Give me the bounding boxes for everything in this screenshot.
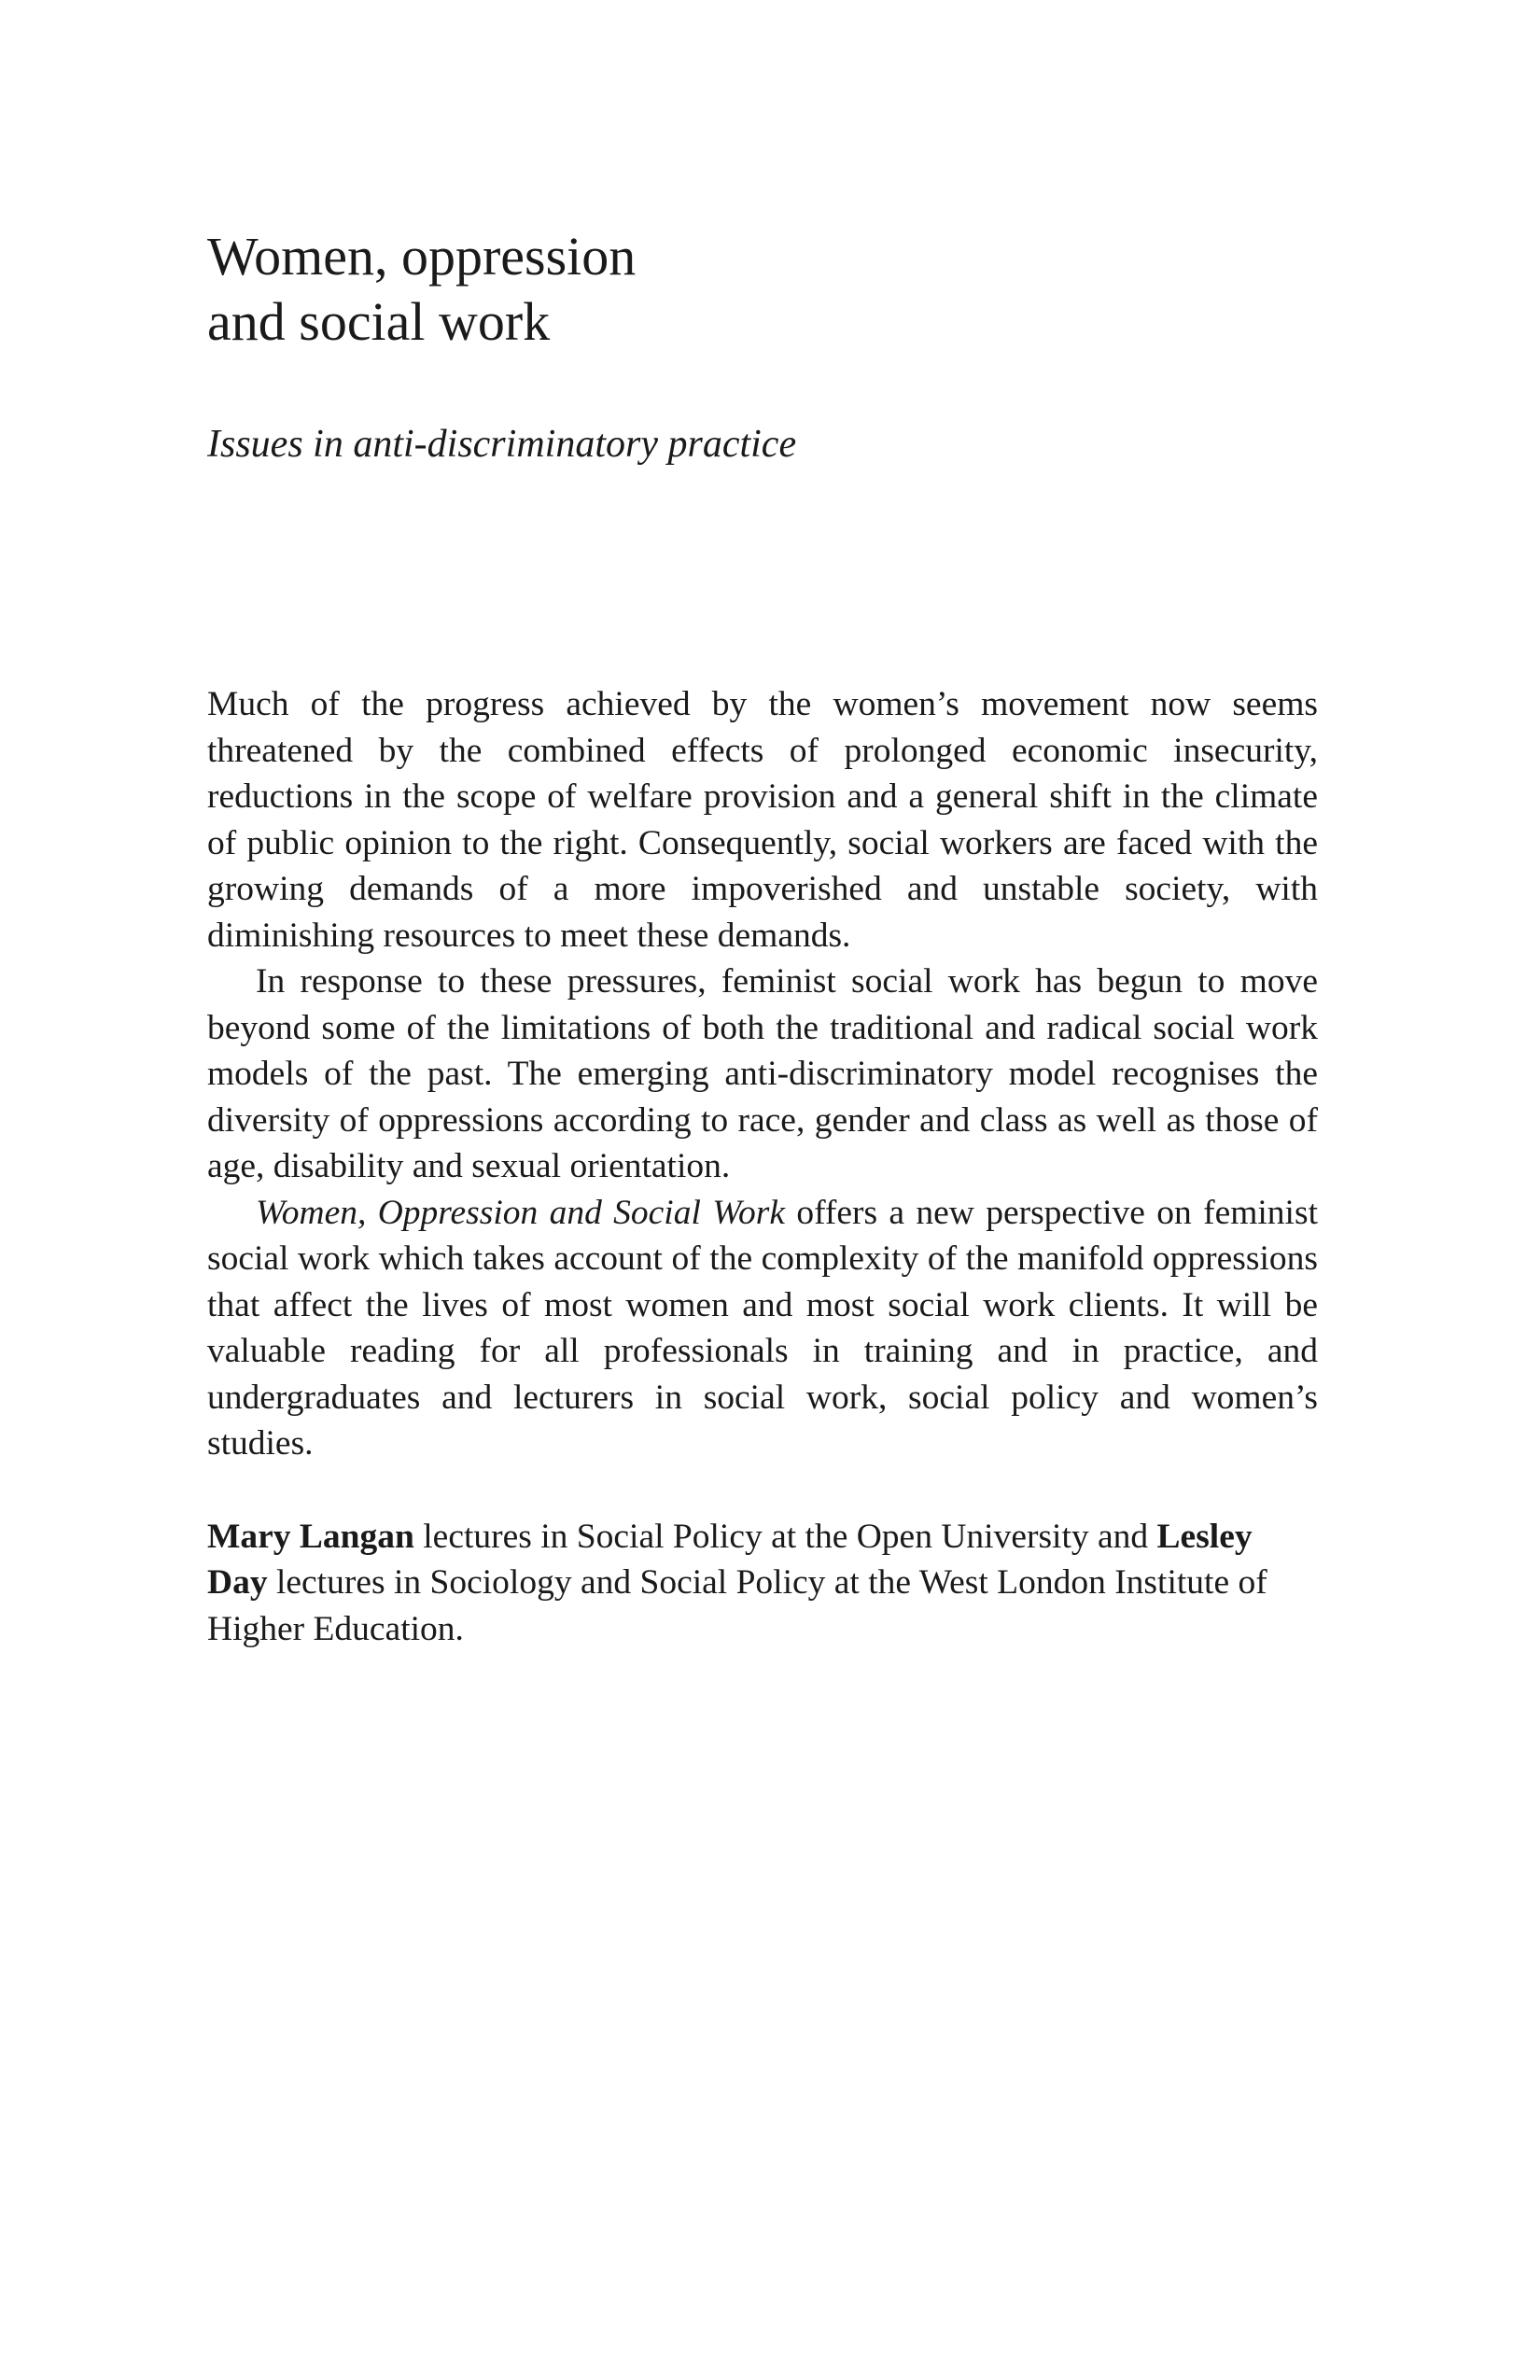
author-1-description: lectures in Social Policy at the Open University and (413, 1517, 1157, 1556)
book-title-line-2: and social work (207, 291, 551, 352)
book-subtitle: Issues in anti-discriminatory practice (207, 423, 797, 466)
blurb-paragraph-3-text: offers a new perspective on feminist social work which takes account of the complexity of the manifold oppressions that affect the lives of most women and most social work clients. It will be valuable reading for all professionals in training and in practice, and undergraduates and lecturers in social work, social policy and women’s studies. (207, 1193, 1318, 1463)
blurb-paragraph-3 (207, 1190, 1318, 1467)
blurb-paragraph-2: In response to these pressures, feminist social work has begun to move beyond some of the limitations of both the traditional and radical social work models of the past. The emerging anti-discriminatory model recognises the diversity of oppressions according to race, gender and class as well as those of age, disability and sexual orientation. (207, 962, 1318, 1185)
blurb-book-title-italic: Women, Oppression and Social Work (256, 1193, 785, 1232)
book-title-line-1: Women, oppression (207, 226, 637, 287)
author-bio (207, 1514, 1318, 1653)
author-2-description: lectures in Sociology and Social Policy at the West London Institute of Higher Education. (207, 1563, 1267, 1648)
author-1-name: Mary Langan (207, 1517, 414, 1556)
book-page (207, 224, 1318, 1687)
author-2-name: Lesley Day (207, 1517, 1253, 1602)
book-blurb (207, 681, 1318, 1467)
book-title (207, 224, 1318, 355)
blurb-paragraph-1: Much of the progress achieved by the women’s movement now seems threatened by the combined effects of prolonged economic insecurity, reductions in the scope of welfare provision and a general shift in the climate of public opinion to the right. Consequently, social workers are faced with the growing demands of a more impoverished and unstable society, with diminishing resources to meet these demands. (207, 685, 1318, 955)
